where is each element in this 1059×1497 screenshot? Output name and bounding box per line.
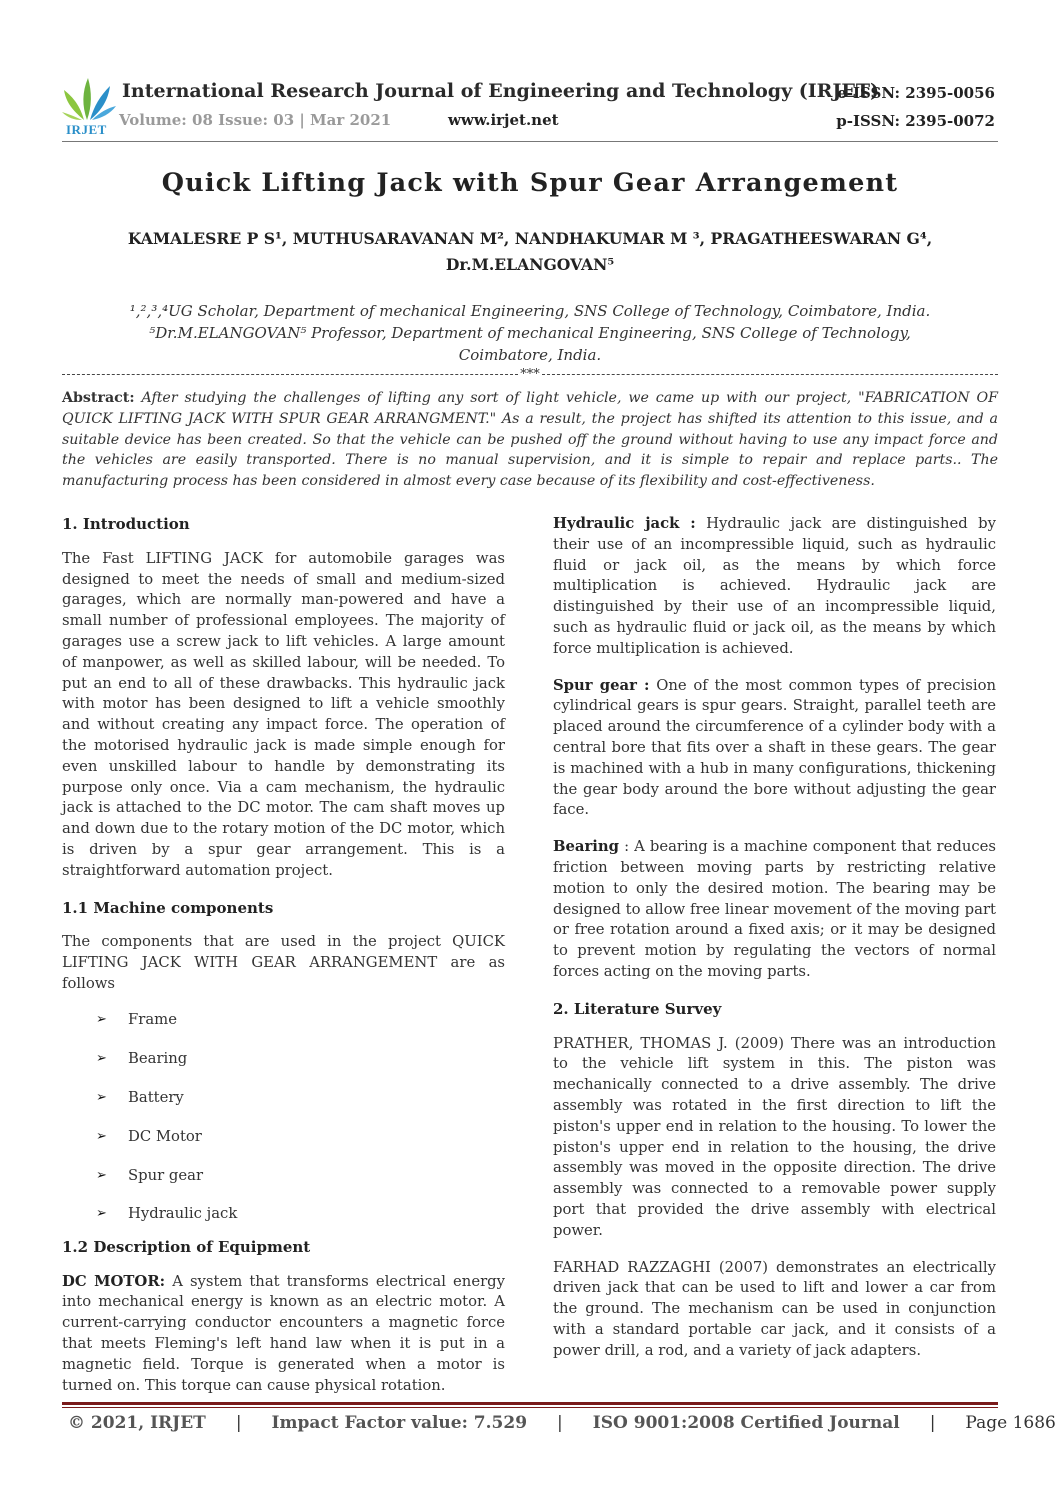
components-list	[62, 1011, 505, 1225]
list-item: ➢ Hydraulic jack	[96, 1205, 505, 1225]
footer-copyright: © 2021, IRJET	[68, 1413, 206, 1433]
dc-motor-text: A system that transforms electrical energy into mechanical energy is known as an electric motor. A current-carrying conductor encounters a magnetic force that meets Fleming's left hand law when it is put in a magnetic field. Torque is generated when a motor is turned on. This torque can cause physical rotation.	[62, 1272, 505, 1394]
footer-rule-thick	[62, 1402, 998, 1405]
footer-separator: |	[557, 1413, 563, 1433]
footer-page-number: Page 1686	[965, 1413, 1056, 1433]
equipment-heading: 1.2 Description of Equipment	[62, 1237, 311, 1256]
bearing-label: Bearing	[553, 838, 620, 856]
hydraulic-text: Hydraulic jack are distinguished by their use of an incompressible liquid, such as hydraulic fluid or jack oil, as the means by which force multiplication is achieved. Hydraulic jack are distinguished by their use of an incompressible liquid, such as hydraulic fluid or jack oil, as the means by which force multiplication is achieved.	[553, 515, 996, 657]
literature-heading: 2. Literature Survey	[553, 999, 722, 1018]
affil-line-3: Coimbatore, India.	[458, 346, 602, 364]
authors	[62, 226, 998, 278]
list-item: ➢ Frame	[96, 1011, 505, 1031]
arrow-bullet-icon: ➢	[96, 1167, 107, 1183]
abstract	[62, 388, 998, 492]
left-column	[62, 514, 505, 1412]
arrow-bullet-icon: ➢	[96, 1051, 107, 1067]
affiliations	[62, 300, 998, 366]
list-item: ➢ Battery	[96, 1088, 505, 1108]
spur-paragraph	[553, 676, 996, 822]
footer-separator: |	[929, 1413, 936, 1433]
footer-separator: |	[235, 1413, 242, 1433]
page-footer	[68, 1413, 1056, 1433]
spur-text: One of the most common types of precision cylindrical gears is spur gears. Straight, parallel teeth are placed around the circumference of a cylinder body with a central bore that fits over a shaft in these gears. The gear is machined with a hub in many configurations, thickening the gear body around the bore without adjusting the gear face.	[553, 676, 997, 819]
literature-para-2: FARHAD RAZZAGHI (2007) demonstrates an electrically driven jack that can be used to lift and lower a car from the ground. The mechanism can be used in conjunction with a standard portable car jack, and it consists of a power drill, a rod, and a variety of jack adapters.	[553, 1258, 996, 1359]
arrow-bullet-icon: ➢	[96, 1012, 107, 1028]
components-text: The components that are used in the project QUICK LIFTING JACK WITH GEAR ARRANGEMENT are as follows	[62, 933, 505, 992]
bearing-paragraph	[553, 837, 996, 983]
dc-motor-paragraph	[62, 1272, 505, 1397]
journal-name: International Research Journal of Engineering and Technology (IRJET)	[122, 80, 879, 102]
right-column	[553, 514, 996, 1377]
authors-line-1: KAMALESRE P S¹, MUTHUSARAVANAN M², NANDHAKUMAR M ³, PRAGATHEESWARAN G⁴,	[127, 229, 933, 248]
authors-line-2: Dr.M.ELANGOVAN⁵	[445, 255, 615, 274]
abstract-label: Abstract:	[62, 390, 135, 406]
journal-website: www.irjet.net	[448, 111, 559, 129]
irjet-logo	[62, 76, 118, 138]
volume-info: Volume: 08 Issue: 03 | Mar 2021	[119, 111, 392, 129]
abstract-text: After studying the challenges of lifting any sort of light vehicle, we came up with our project, "FABRICATION OF QUICK LIFTING JACK WITH SPUR GEAR ARRANGMENT." As a result, the project has shifted its attention to this issue, and a suitable device has been created. So that the vehicle can be pushed off the ground without having to use any impact force and the vehicles are easily transported. There is no manual supervision, and it is simple to repair and replace parts.. The manufacturing process has been considered in almost every case because of its flexibility and cost-effectiveness.	[62, 390, 998, 490]
logo-text: IRJET	[66, 122, 107, 137]
arrow-bullet-icon: ➢	[96, 1089, 107, 1105]
components-heading: 1.1 Machine components	[62, 898, 274, 917]
bearing-text: : A bearing is a machine component that reduces friction between moving parts by restricting relative motion to only the desired motion. The bearing may be designed to allow free linear movement of the moving part or free rotation around a fixed axis; or it may be designed to prevent motion by regulating the vectors of normal forces acting on the moving parts.	[553, 838, 996, 980]
footer-impact: Impact Factor value: 7.529	[271, 1413, 528, 1433]
spur-label: Spur gear :	[553, 676, 650, 694]
arrow-bullet-icon: ➢	[96, 1128, 107, 1144]
section-divider	[62, 367, 998, 382]
footer-rule-thin	[62, 1407, 998, 1408]
hydraulic-label: Hydraulic jack :	[553, 515, 696, 532]
hydraulic-paragraph	[553, 514, 996, 660]
affil-line-2: ⁵Dr.M.ELANGOVAN⁵ Professor, Department of mechanical Engineering, SNS College of Technology,	[149, 324, 911, 342]
list-item: ➢ DC Motor	[96, 1127, 505, 1147]
affil-line-1: ¹,²,³,⁴UG Scholar, Department of mechanical Engineering, SNS College of Technology, Coimbatore, India.	[129, 302, 931, 320]
divider-mark: ***	[520, 367, 540, 382]
literature-para-1: PRATHER, THOMAS J. (2009) There was an introduction to the vehicle lift system in this. The piston was mechanically connected to a drive assembly. The drive assembly was rotated in the first direction to lift the piston's upper end in relation to the housing. To lower the piston's upper end in relation to the housing, the drive assembly was moved in the opposite direction. The drive assembly was connected to a removable power supply port that provided the drive assembly with electrical power.	[553, 1034, 996, 1239]
e-issn: e-ISSN: 2395-0056	[837, 84, 995, 102]
list-item: ➢ Spur gear	[96, 1166, 505, 1186]
intro-text: The Fast LIFTING JACK for automobile garages was designed to meet the needs of small and medium-sized garages, which are normally man-powered and have a small number of professional employees. The majority of garages use a screw jack to lift vehicles. A large amount of manpower, as well as skilled labour, will be needed. To put an end to all of these drawbacks. This hydraulic jack with motor has been designed to lift a vehicle smoothly and without creating any impact force. The operation of the motorised hydraulic jack is made simple enough for even unskilled labour to handle by demonstrating its purpose only once. Via a cam mechanism, the hydraulic jack is attached to the DC motor. The cam shaft moves up and down due to the rotary motion of the DC motor, which is driven by a spur gear arrangement. This is a straightforward automation project.	[62, 549, 505, 879]
list-item: ➢ Bearing	[96, 1050, 505, 1070]
p-issn: p-ISSN: 2395-0072	[836, 112, 995, 130]
footer-iso: ISO 9001:2008 Certified Journal	[592, 1413, 900, 1433]
dc-motor-label: DC MOTOR:	[62, 1272, 166, 1290]
paper-title: Quick Lifting Jack with Spur Gear Arrangement	[161, 168, 899, 198]
arrow-bullet-icon: ➢	[96, 1206, 107, 1222]
header-rule	[62, 141, 998, 142]
intro-heading: 1. Introduction	[62, 515, 190, 533]
